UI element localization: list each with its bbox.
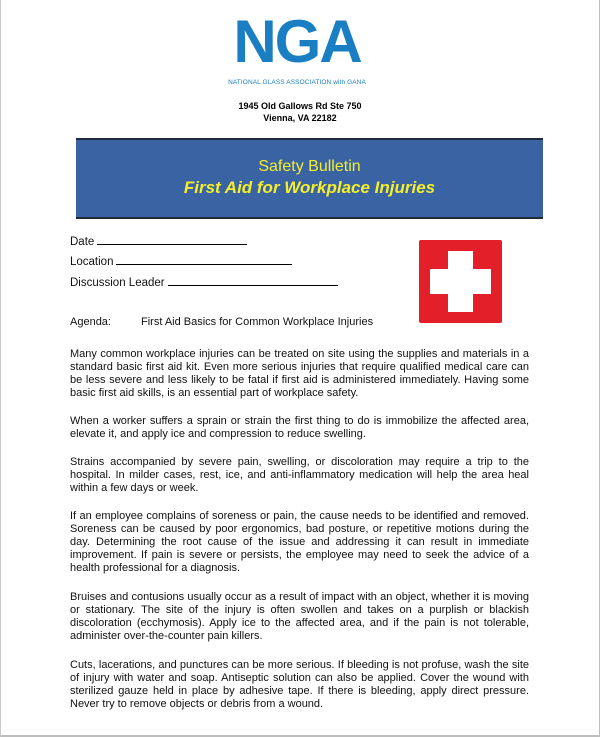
agenda-label: Agenda: [70,316,111,328]
paragraph-cuts: Cuts, lacerations, and punctures can be more serious. If bleeding is not profuse, wash the site of injury with water and soap. Antiseptic solution can also be applied. Cover the wound with sterilized gauze held in place by adhesive tape. If there is bleeding, apply direct pressure. Never try to remove objects or debris from a wound. [70,659,529,710]
address-line-1: 1945 Old Gallows Rd Ste 750 [238,101,362,111]
address-line-2: Vienna, VA 22182 [263,113,337,123]
date-field [70,233,247,249]
location-blank-line [116,253,292,265]
safety-bulletin-banner [76,140,543,217]
banner-bottom-rule [76,217,543,219]
logo-subtitle: NATIONAL GLASS ASSOCIATION with GANA [228,79,366,86]
nga-logo [212,8,382,90]
discussion-leader-field [70,274,338,290]
discussion-leader-blank-line [168,274,338,286]
paragraph-soreness: If an employee complains of soreness or pain, the cause needs to be identified and removed. Soreness can be caused by poor ergonomics, bad posture, or repetitive motions during the day. Determining the root cause of the issue and addressing it can result in immediate improvement. If pain is severe or persists, the employee may need to seek the advice of a health professional for a diagnosis. [70,510,529,574]
paragraph-sprains: When a worker suffers a sprain or strain the first thing to do is immobilize the affected area, elevate it, and apply ice and compression to reduce swelling. [70,415,529,440]
date-blank-line [97,233,247,245]
paragraph-intro: Many common workplace injuries can be treated on site using the supplies and materials in a standard basic first aid kit. Even more serious injuries that require qualified medical care can be less severe and less likely to be fatal if first aid is administered immediately. Having some basic first aid skills, is an essential part of workplace safety. [70,348,529,399]
banner-subtitle: First Aid for Workplace Injuries [183,178,436,197]
location-label: Location [70,256,114,268]
date-label: Date [70,236,95,248]
logo-wordmark: NGA [233,8,361,75]
paragraph-strains: Strains accompanied by severe pain, swelling, or discoloration may require a trip to the hospital. In milder cases, rest, ice, and anti-inflammatory medication will help the area heal within a few days or week. [70,456,529,494]
address-block [0,100,600,124]
paragraph-bruises: Bruises and contusions usually occur as a result of impact with an object, whether it is moving or stationary. The site of the injury is often swollen and takes on a purplish or blackish discoloration (ecchymosis). Apply ice to the affected area, and if the pain is not tolerable, administer over-the-counter pain killers. [70,591,529,642]
location-field [70,253,292,269]
first-aid-cross-icon [419,240,502,323]
discussion-leader-label: Discussion Leader [70,277,165,289]
agenda-text: First Aid Basics for Common Workplace Injuries [141,316,374,328]
banner-title: Safety Bulletin [258,158,361,175]
